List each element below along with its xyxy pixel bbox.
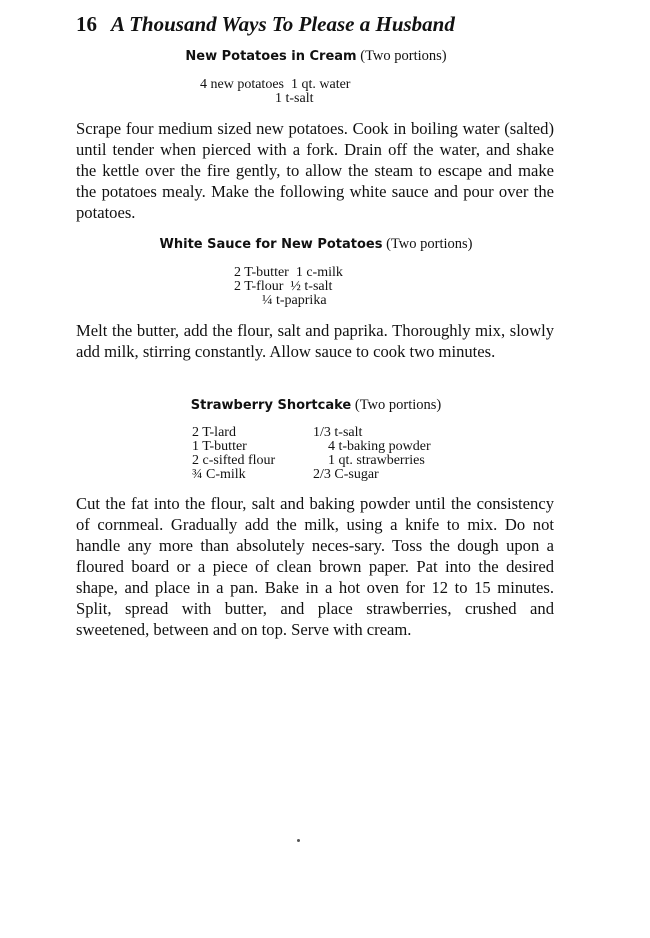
recipe-name: White Sauce for New Potatoes (159, 237, 383, 252)
recipe-portions: (Two portions) (354, 397, 442, 413)
book-title: A Thousand Ways To Please a Husband (111, 12, 455, 36)
recipe-title-white-sauce (76, 236, 556, 253)
ingredient-line: 4 t-baking powder (328, 439, 431, 454)
recipe-portions: (Two portions) (386, 236, 473, 252)
recipe-name: New Potatoes in Cream (185, 49, 357, 64)
page-number: 16 (76, 12, 97, 36)
ingredient-line: 2 T-butter 1 c-milk (234, 265, 343, 280)
ingredient-line: 1 t-salt (275, 91, 314, 106)
ingredient-line: 2 T-flour ½ t-salt (234, 279, 333, 294)
ingredient-line: 2 T-lard (192, 425, 236, 440)
recipe-directions-new-potatoes: Scrape four medium sized new potatoes. Cook in boiling water (salted) until tender when pierced with a fork. Drain off the water, and shake the kettle over the fire gently, to allow the steam to escape and make the potatoes mealy. Make the following white sauce and pour over the potatoes. (76, 119, 554, 222)
ingredient-line: ¾ C-milk (192, 467, 246, 482)
recipe-directions-strawberry-shortcake: Cut the fat into the flour, salt and baking powder until the consistency of cornmeal. Gradually add the milk, using a knife to mix. Do not handle any more than absolutely neces-sary. Toss the dough upon a floured board or a piece of clean brown paper. Pat into the desired shape, and place in a pan. Bake in a hot oven for 12 to 15 minutes. Split, spread with butter, and place strawberries, crushed and sweetened, between and on top. Serve with cream. (76, 494, 554, 639)
recipe-title-strawberry-shortcake (76, 397, 556, 414)
ingredient-line: 4 new potatoes 1 qt. water (200, 77, 351, 92)
running-head (76, 12, 556, 37)
ingredient-line: ¼ t-paprika (262, 293, 327, 308)
ingredient-line: 2/3 C-sugar (313, 467, 379, 482)
recipe-name: Strawberry Shortcake (190, 398, 352, 413)
recipe-directions-white-sauce: Melt the butter, add the flour, salt and paprika. Thoroughly mix, slowly add milk, stirring constantly. Allow sauce to cook two minutes. (76, 321, 554, 361)
recipe-portions: (Two portions) (360, 48, 447, 64)
ingredient-line: 1 T-butter (192, 439, 247, 454)
ingredient-line: 2 c-sifted flour (192, 453, 276, 468)
ingredient-line: 1/3 t-salt (313, 425, 363, 440)
print-speck (297, 839, 300, 842)
recipe-title-new-potatoes (76, 48, 556, 65)
ingredient-line: 1 qt. strawberries (328, 453, 425, 468)
